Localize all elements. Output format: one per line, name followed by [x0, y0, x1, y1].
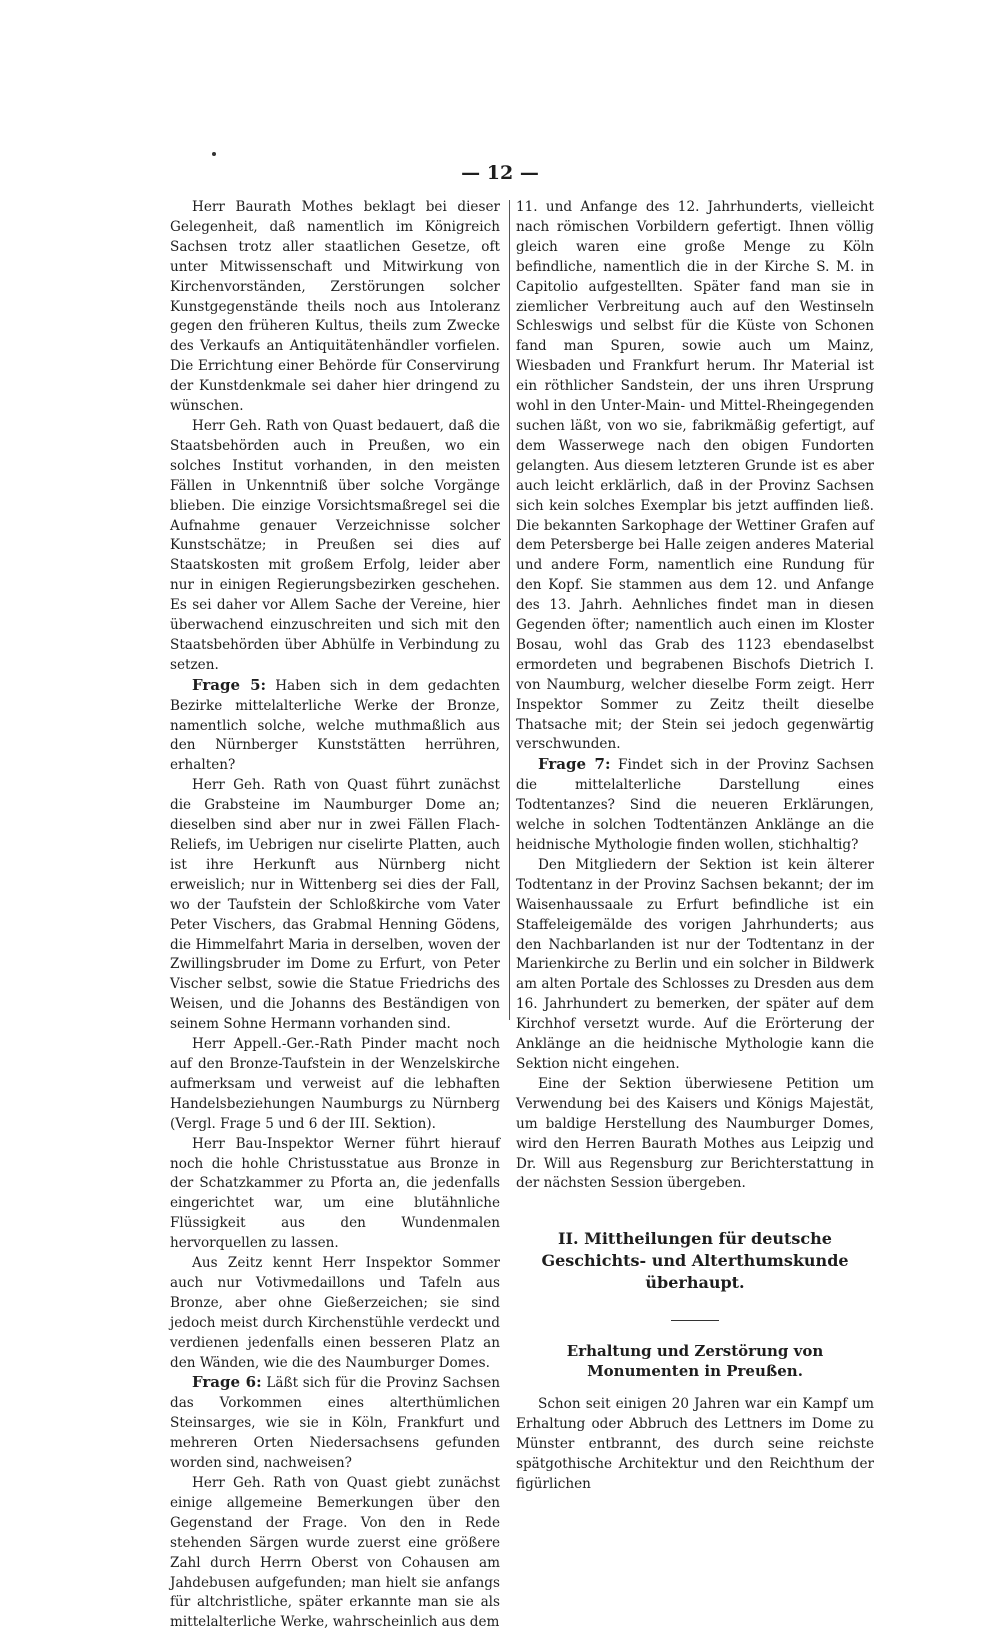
question-5-text: Haben sich in dem gedachten Bezirke mittelalterliche Werke der Bronze, namentlich solche, welche muthmaßlich aus den Nürnberger Kunststätten herrühren, erhalten?	[170, 677, 500, 774]
question-6-label: Frage 6:	[192, 1373, 262, 1392]
question-7-label: Frage 7:	[538, 755, 611, 774]
column-divider	[509, 200, 510, 1020]
stray-dot	[212, 152, 216, 156]
paragraph-mothes: Herr Baurath Mothes beklagt bei dieser Gelegenheit, daß namentlich im Königreich Sachsen trotz aller staatlichen Gesetze, oft unter Mitwissenschaft und Mitwirkung von Kirchenvorständen, Zerstörungen solcher Kunstgegenstände theils noch aus Intoleranz gegen den früheren Kultus, theils zum Zwecke des Verkaufs an Antiquitätenhändler vorfielen. Die Errichtung einer Behörde für Conservirung der Kunstdenkmale sei daher hier dringend zu wünschen.	[170, 199, 500, 415]
paragraph-quast-3: Herr Geh. Rath von Quast giebt zunächst einige allgemeine Bemerkungen über den Gegenstand der Frage. Von den in Rede stehenden Särgen wurde zuerst eine größere Zahl durch Herrn Oberst von Cohausen am Jahdebusen aufgefunden; man hielt sie anfangs für altchristliche, später erkannte man sie als mittelalterliche Werke, wahrscheinlich aus dem	[170, 1475, 500, 1631]
paragraph-petition: Eine der Sektion überwiesene Petition um Verwendung bei des Kaisers und Königs Majestät, um baldige Herstellung des Naumburger Domes, wird den Herren Baurath Mothes aus Leipzig und Dr. Will aus Regensburg zur Berichterstattung in der nächsten Session übergeben.	[516, 1075, 874, 1192]
paragraph-pinder: Herr Appell.-Ger.-Rath Pinder macht noch auf den Bronze-Taufstein in der Wenzelskirche aufmerksam und verweist auf die lebhaften Handelsbeziehungen Naumburgs zu Nürnberg (Vergl. Frage 5 und 6 der III. Sektion).	[170, 1036, 500, 1132]
paragraph-sommer: Aus Zeitz kennt Herr Inspektor Sommer auch nur Votivmedaillons und Tafeln aus Bronze, aber ohne Gießerzeichen; sie sind jedoch meist durch Kirchenstühle verdeckt und verdienen jedenfalls einen besseren Platz an den Wänden, wie die des Naumburger Domes.	[170, 1255, 500, 1371]
page-number: — 12 —	[461, 162, 539, 184]
section-title: Mittheilungen für deutsche Geschichts- und Alterthumskunde überhaupt.	[541, 1229, 849, 1293]
section-rule	[671, 1320, 719, 1321]
question-7-text: Findet sich in der Provinz Sachsen die mittelalterliche Darstellung eines Todtentanzes? Sind die neueren Erklärungen, welche in solchen Todtentänzen Anklänge an die heidnische Mythologie finden wollen, stichhaltig?	[516, 757, 874, 853]
paragraph-continuation: 11. und Anfange des 12. Jahrhunderts, vielleicht nach römischen Vorbildern gefertigt. Ihnen völlig gleich waren eine große Menge zu Köln befindliche, namentlich die in der Kirche S. M. in Capitolio aufgestellten. Später fand man sie in ziemlicher Verbreitung auch auf den Westinseln Schleswigs und selbst für die Küste von Schonen fand man Spuren, sowie auch um Mainz, Wiesbaden und Frankfurt herum. Ihr Material ist ein röthlicher Sandstein, der uns ihren Ursprung wohl in den Unter-Main- und Mittel-Rheingegenden suchen läßt, von wo sie, fabrikmäßig gefertigt, auf dem Wasserwege nach den obigen Fundorten gelangten. Aus diesem letzteren Grunde ist es aber auch leicht erklärlich, daß in der Provinz Sachsen sich kein solches Exemplar bis jetzt auffinden ließ. Die bekannten Sarkophage der Wettiner Grafen auf dem Petersberge bei Halle zeigen anderes Material und andere Form, namentlich eine Rundung für den Kopf. Sie stammen aus dem 12. und Anfange des 13. Jahrh. Aehnliches findet man in diesen Gegenden öfter; namentlich auch einen im Kloster Bosau, wohl das Grab des 1123 ebendaselbst ermordeten und begrabenen Bischofs Dietrich I. von Naumburg, welcher dieselbe Form zeigt. Herr Inspektor Sommer zu Zeitz theilt dieselbe Thatsache mit; der Stein sei jedoch gegenwärtig verschwunden.	[516, 199, 874, 753]
right-column	[516, 198, 874, 1495]
question-5-label: Frage 5:	[192, 675, 267, 694]
left-column	[170, 198, 500, 1633]
sub-heading: Erhaltung und Zerstörung von Monumenten in Preußen.	[566, 1342, 824, 1381]
paragraph-muenster: Schon seit einigen 20 Jahren war ein Kampf um Erhaltung oder Abbruch des Lettners im Dome zu Münster entbrannt, des durch seine reichste spätgothische Architektur und den Reichthum der figürlichen	[516, 1396, 874, 1492]
section-number: II.	[558, 1229, 579, 1249]
section-heading	[516, 1228, 874, 1294]
question-5	[170, 676, 500, 777]
question-7	[516, 755, 874, 856]
paragraph-quast-1: Herr Geh. Rath von Quast bedauert, daß die Staatsbehörden auch in Preußen, wo ein solches Institut vorhanden, in den meisten Fällen in Unkenntniß über solche Vorgänge blieben. Die einzige Vorsichtsmaßregel sei die Aufnahme genauer Verzeichnisse solcher Kunstschätze; in Preußen sei dies auf Staatskosten mit großem Erfolg, leider aber nur in einigen Regierungsbezirken geschehen. Es sei daher vor Allem Sache der Vereine, hier überwachend einzuschreiten und sich mit den Staatsbehörden über Abhülfe in Verbindung zu setzen.	[170, 417, 500, 673]
paragraph-werner: Herr Bau-Inspektor Werner führt hierauf noch die hohle Christusstatue aus Bronze in der Schatzkammer zu Pforta an, die jedenfalls eingerichtet war, um eine blutähnliche Flüssigkeit aus den Wundenmalen hervorquellen zu lassen.	[170, 1135, 500, 1252]
paragraph-todtentanz: Den Mitgliedern der Sektion ist kein älterer Todtentanz in der Provinz Sachsen bekannt; der im Waisenhaussaale zu Erfurt befindliche ist ein Staffeleigemälde des vorigen Jahrhunderts; aus den Nachbarlanden ist nur der Todtentanz in der Marienkirche zu Berlin und ein solcher in Bildwerk am alten Portale des Schlosses zu Dresden aus dem 16. Jahrhundert zu bemerken, der später auf dem Kirchhof versetzt wurde. Auf die Erörterung der Anklänge an die heidnische Mythologie kann die Sektion nicht eingehen.	[516, 856, 874, 1072]
question-6-text: Läßt sich für die Provinz Sachsen das Vorkommen eines alterthümlichen Steinsarges, wie sie in Köln, Frankfurt und mehreren Orten Niedersachsens gefunden worden sind, nachweisen?	[170, 1375, 500, 1472]
paragraph-quast-2: Herr Geh. Rath von Quast führt zunächst die Grabsteine im Naumburger Dome an; dieselben sind aber nur in zwei Fällen Flach-Reliefs, im Uebrigen nur ciselirte Platten, auch ist ihre Herkunft aus Nürnberg nicht erweislich; nur in Wittenberg sei dies der Fall, wo der Taufstein der Schloßkirche vom Vater Peter Vischers, das Grabmal Henning Gödens, die Himmelfahrt Maria in derselben, woven der Zwillingsbruder im Dome zu Erfurt, von Peter Vischer selbst, sowie die Statue Friedrichs des Weisen, und die Johanns des Beständigen von seinem Sohne Hermann vorhanden sind.	[170, 777, 500, 1033]
question-6	[170, 1373, 500, 1474]
